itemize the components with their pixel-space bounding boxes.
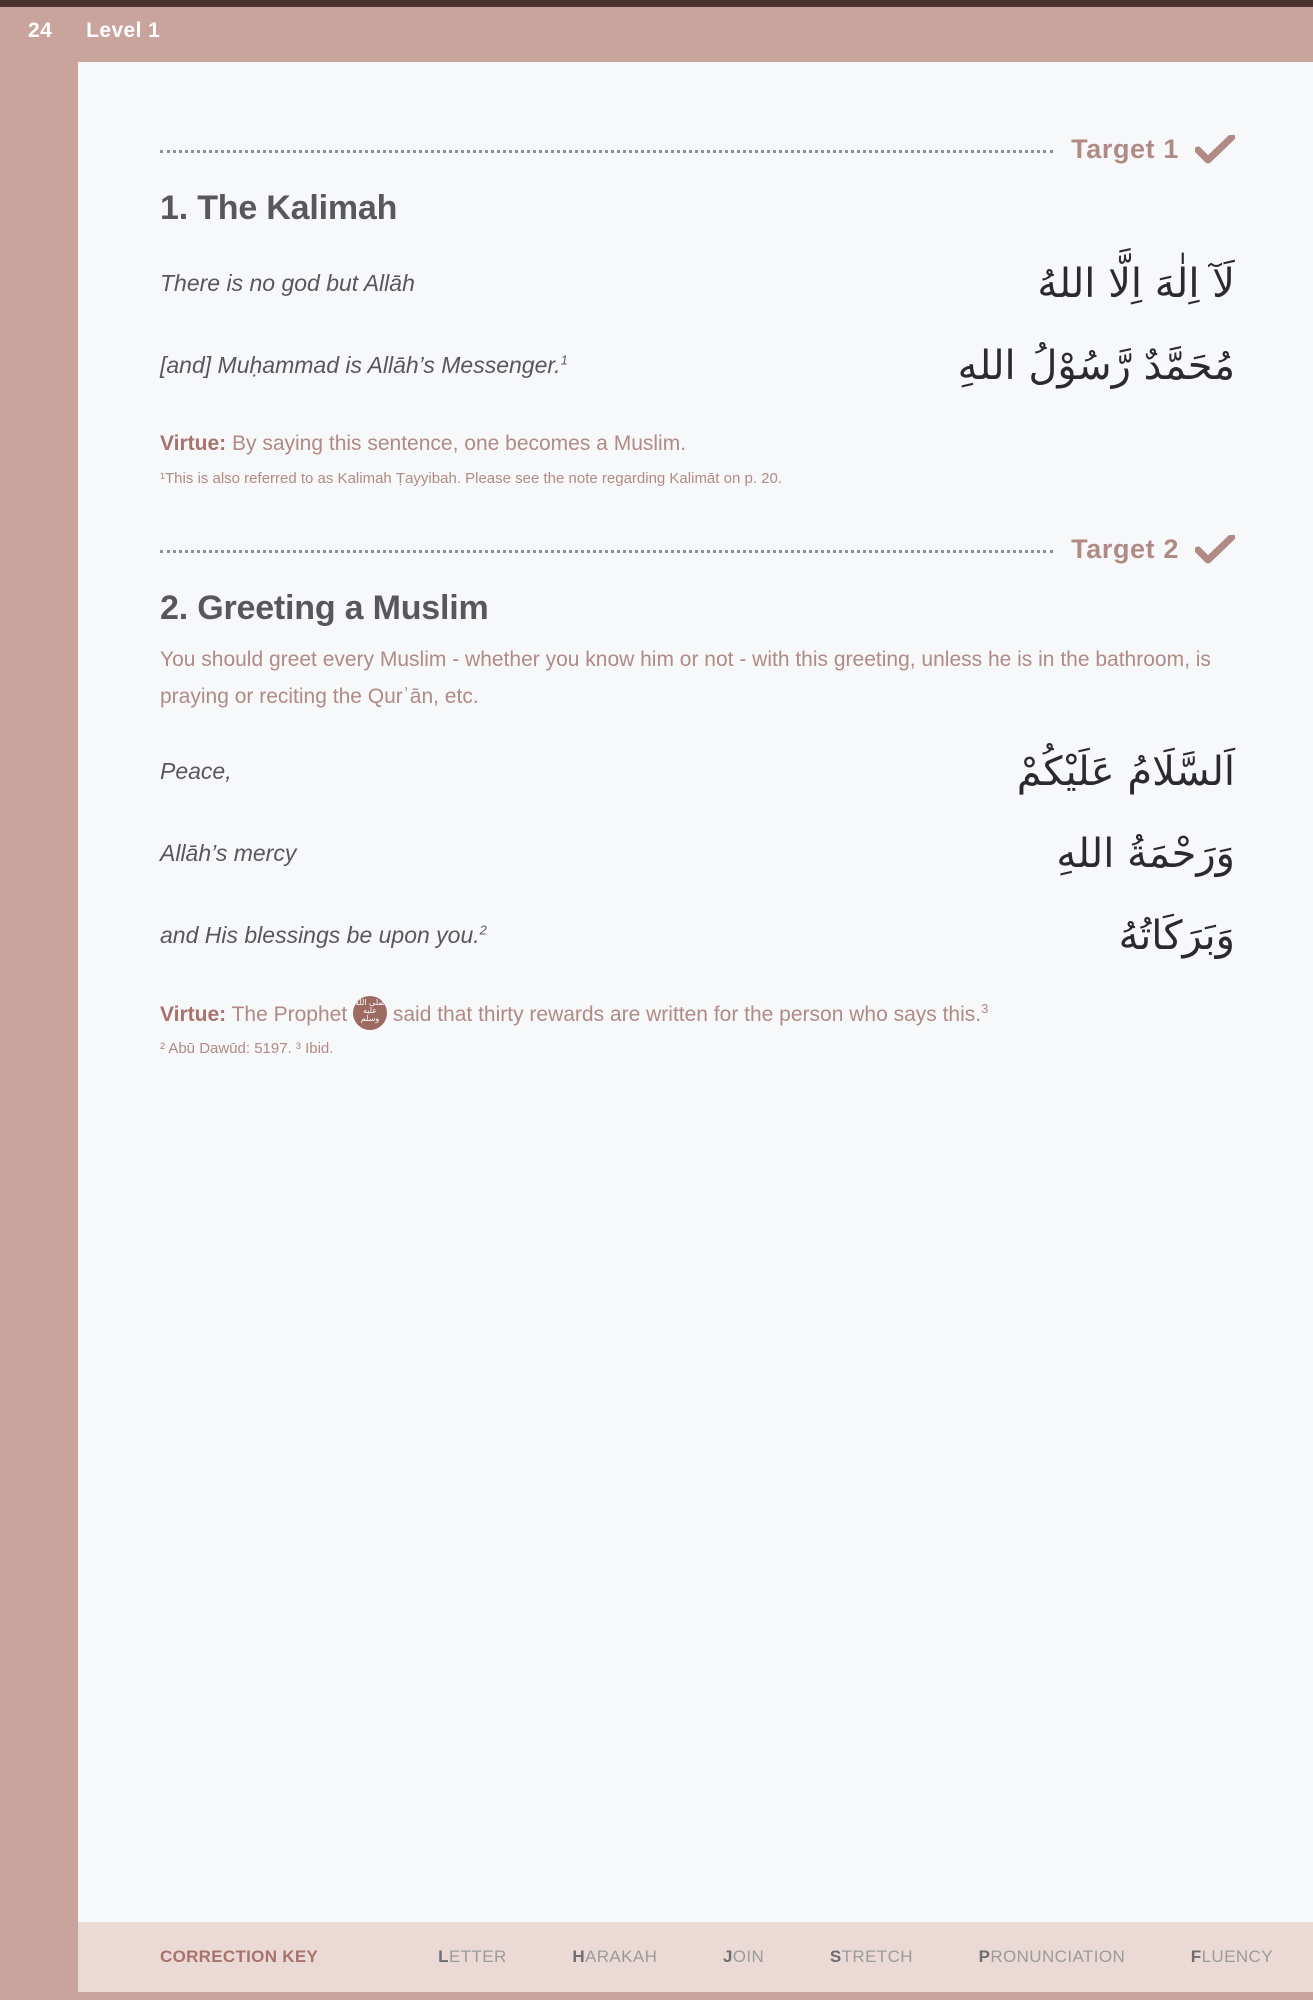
target-rule-1 (160, 134, 1235, 165)
virtue-line-1 (160, 426, 1235, 462)
correction-key-stretch (830, 1947, 913, 1967)
arabic-text: وَرَحْمَةُ اللهِ (1056, 830, 1235, 877)
dotted-rule (160, 150, 1053, 154)
kalimah-line-2 (160, 340, 1235, 392)
target-rule-2 (160, 534, 1235, 565)
virtue-label: Virtue: (160, 1002, 227, 1026)
footnote-marker: 2 (479, 922, 487, 938)
cap-letter: H (572, 1947, 585, 1966)
arabic-text: لَآ اِلٰهَ اِلَّا اللهُ (1037, 261, 1235, 307)
salawat-icon: صلى الله عليه وسلم (353, 996, 387, 1030)
rest-letters: ETTER (448, 1947, 507, 1966)
section-title-2: 2. Greeting a Muslim (160, 589, 489, 628)
arabic-text: وَبَرَكَاتُهُ (1118, 912, 1235, 959)
translation-text: Allāh’s mercy (160, 839, 297, 866)
correction-key-items (438, 1947, 1273, 1967)
content-column (160, 62, 1235, 1061)
translation-text: There is no god but Allāh (160, 270, 415, 296)
footnote-block-2: ² Abū Dawūd: 5197. ³ Ibid. (160, 1040, 334, 1058)
content-sheet (78, 62, 1313, 1922)
level-label: Level 1 (86, 19, 161, 42)
translation-body: and His blessings be upon you. (160, 921, 480, 948)
top-edge-strip (0, 0, 1313, 7)
virtue-line-2 (160, 996, 1235, 1033)
kalimah-line-1 (160, 258, 1235, 310)
section-title-1: 1. The Kalimah (160, 189, 398, 227)
target-label-1: Target 1 (1071, 134, 1179, 164)
dotted-rule (160, 550, 1053, 554)
correction-key-join (723, 1947, 764, 1967)
virtue-text-before: The Prophet (226, 1002, 354, 1026)
correction-key-title: CORRECTION KEY (160, 1947, 319, 1966)
bottom-edge-strip (0, 1992, 1313, 2000)
rest-letters: TRETCH (841, 1947, 913, 1966)
translation-text (160, 340, 568, 383)
correction-key-letter (438, 1947, 507, 1967)
arabic-text: اَلسَّلَامُ عَلَيْكُمْ (1016, 748, 1235, 795)
footnote-marker: 1 (560, 352, 568, 368)
header-inner (28, 19, 160, 43)
footer-inner (78, 1947, 1313, 1967)
cap-letter: P (978, 1947, 991, 1966)
check-icon (1195, 535, 1235, 565)
correction-key-harakah (572, 1947, 657, 1967)
greeting-line-2 (160, 828, 1235, 880)
rest-letters: ARAKAH (585, 1947, 658, 1966)
rest-letters: OIN (732, 1947, 765, 1966)
greeting-intro-paragraph: You should greet every Muslim - whether you know him or not - with this greeting, unless he is in the bathroom, is praying or reciting the Qurʾān, etc. (160, 648, 1211, 708)
greeting-line-1 (160, 746, 1235, 798)
greeting-line-3 (160, 910, 1235, 962)
virtue-text: By saying this sentence, one becomes a Muslim. (226, 432, 687, 455)
cap-letter: J (722, 1947, 733, 1966)
rest-letters: RONUNCIATION (990, 1947, 1126, 1966)
translation-text: Peace, (160, 757, 232, 784)
target-label-2: Target 2 (1071, 534, 1179, 565)
translation-body: [and] Muḥammad is Allāh’s Messenger. (160, 352, 561, 378)
correction-key-pronunciation (979, 1947, 1126, 1967)
arabic-text: مُحَمَّدٌ رَّسُوْلُ اللهِ (957, 343, 1235, 389)
virtue-text-after: said that thirty rewards are written for the person who says this. (387, 1002, 982, 1026)
cap-letter: S (829, 1947, 842, 1966)
correction-key-fluency (1191, 1947, 1273, 1967)
rest-letters: LUENCY (1201, 1947, 1273, 1966)
cap-letter: F (1190, 1947, 1202, 1966)
page-number: 24 (28, 19, 53, 42)
footnote-marker: 3 (981, 1000, 989, 1016)
check-icon (1195, 135, 1235, 165)
page-header (0, 7, 1313, 62)
footnote-block-1: ¹This is also referred to as Kalimah Ṭayyibah. Please see the note regarding Kalimāt on p. 20. (160, 469, 782, 487)
virtue-label: Virtue: (160, 432, 227, 455)
cap-letter: L (438, 1947, 449, 1966)
translation-text (160, 910, 487, 953)
correction-key-footer (78, 1922, 1313, 1992)
